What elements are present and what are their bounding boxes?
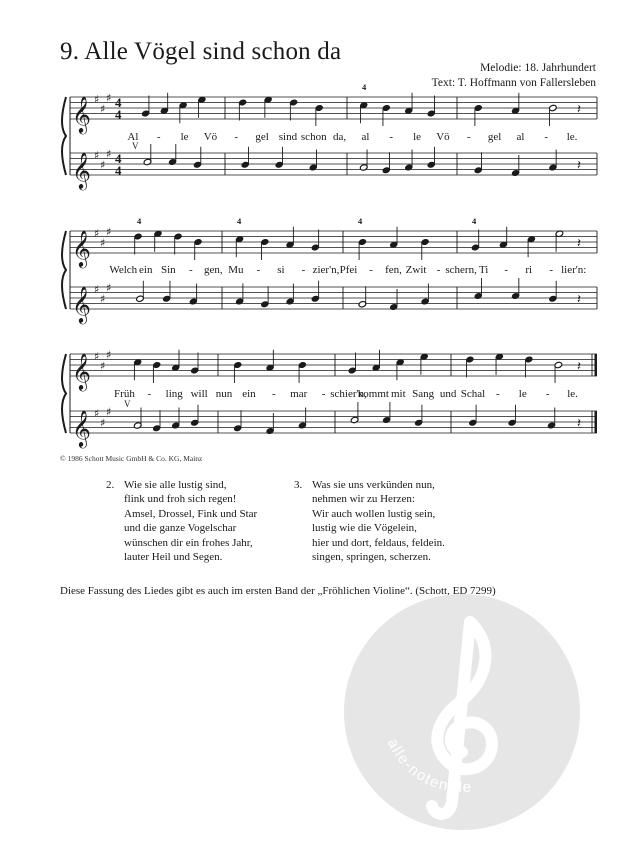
final-barline-thick <box>595 411 598 433</box>
lyric-syllable: - <box>147 388 152 400</box>
key-sharp-icon: ♯ <box>94 227 100 240</box>
verse-line: wünschen dir ein frohes Jahr, <box>124 536 253 549</box>
lyric-syllable: Mu <box>228 264 244 276</box>
lyric-syllable: will <box>190 388 208 400</box>
verse-line: Amsel, Drossel, Fink und Star <box>124 507 258 520</box>
quarter-rest-icon: 𝄽 <box>577 292 581 308</box>
lyric-syllable: al <box>361 131 370 143</box>
time-signature-bottom: 4 <box>115 163 122 178</box>
lyric-syllable: - <box>271 388 276 400</box>
lyric-syllable: Vö <box>436 131 450 143</box>
lyric-syllable: - <box>466 131 471 143</box>
lyric-syllable: - <box>504 264 509 276</box>
lyric-syllable: - <box>544 131 549 143</box>
melody-credit: Melodie: 18. Jahrhundert <box>480 62 596 74</box>
verse-line: Was sie uns verkünden nun, <box>312 479 435 491</box>
lyric-syllable: - <box>234 131 239 143</box>
lyric-syllable: - <box>301 264 306 276</box>
lyric-syllable: le. <box>566 131 578 143</box>
fingering-mark: 4 <box>358 216 363 226</box>
lyric-syllable: ein <box>242 388 256 400</box>
lyric-syllable: le. <box>567 388 578 400</box>
lyric-syllable: nun <box>215 388 233 400</box>
song-title: 9. Alle Vögel sind schon da <box>60 38 342 65</box>
lyric-syllable: - <box>369 264 373 276</box>
lyric-syllable: Ti <box>478 264 489 276</box>
verse-line: nehmen wir zu Herzen: <box>312 493 415 506</box>
lyric-syllable: al <box>516 131 525 143</box>
key-sharp-icon: ♯ <box>106 348 112 362</box>
lyric-syllable: - <box>188 264 193 276</box>
lyric-syllable: le <box>413 131 422 143</box>
lyric-syllable: - <box>436 264 441 276</box>
key-sharp-icon: ♯ <box>106 225 112 239</box>
final-barline-thick <box>595 354 598 376</box>
treble-clef-icon: 𝄞 <box>72 352 91 390</box>
quarter-rest-icon: 𝄽 <box>577 416 581 432</box>
verse-line: hier und dort, feldaus, feldein. <box>312 536 445 549</box>
key-sharp-icon: ♯ <box>100 102 106 116</box>
lyric-syllable: schier'n, <box>330 388 367 400</box>
lyric-syllable: ein <box>139 264 153 276</box>
lyric-syllable: le <box>180 131 189 143</box>
time-signature-top: 4 <box>115 151 122 166</box>
quarter-rest-icon: 𝄽 <box>577 158 581 174</box>
key-sharp-icon: ♯ <box>94 93 100 106</box>
key-sharp-icon: ♯ <box>106 405 112 419</box>
treble-clef-icon: 𝄞 <box>72 229 91 267</box>
lyric-syllable: gel <box>487 131 502 143</box>
key-sharp-icon: ♯ <box>100 359 106 373</box>
key-sharp-icon: ♯ <box>106 147 112 161</box>
verse-line: Wir auch wollen lustig sein, <box>312 507 436 520</box>
lyric-syllable: Sin <box>160 264 176 276</box>
quarter-rest-icon: 𝄽 <box>577 236 581 252</box>
lyric-syllable: Früh <box>114 388 135 400</box>
verse-line: flink und froh sich regen! <box>124 493 237 506</box>
key-sharp-icon: ♯ <box>94 350 100 363</box>
system-bracket <box>62 97 66 175</box>
text-credit: Text: T. Hoffmann von Fallersleben <box>431 77 596 89</box>
watermark-text: alle-noten.de <box>383 735 474 797</box>
lyric-syllable: fen, <box>385 264 402 276</box>
lyric-syllable: - <box>256 264 261 276</box>
lyric-syllable: gel <box>255 131 269 143</box>
treble-clef-icon: 𝄞 <box>72 285 91 323</box>
lyric-syllable: da, <box>333 131 347 143</box>
lyric-syllable: schon <box>300 131 327 143</box>
copyright-notice: © 1986 Schott Music GmbH & Co. KG, Mainz <box>60 454 203 463</box>
lyric-syllable: schern, <box>445 264 477 276</box>
lyric-syllable: Zwit <box>405 264 427 276</box>
verse-line: Wie sie alle lustig sind, <box>124 479 227 491</box>
quarter-rest-icon: 𝄽 <box>577 359 581 375</box>
treble-clef-icon: 𝄞 <box>72 409 91 447</box>
down-bow-mark: V <box>124 399 131 409</box>
edition-note: Diese Fassung des Liedes gibt es auch im ersten Band der „Fröhlichen Violine“. (Schott, ED 7299) <box>60 585 496 597</box>
lyric-syllable: Vö <box>203 131 218 143</box>
lyric-syllable: mit <box>390 388 406 400</box>
lyric-syllable: zier'n, <box>312 264 340 276</box>
key-sharp-icon: ♯ <box>94 283 100 296</box>
watermark-treble-clef-logo <box>342 592 582 832</box>
lyric-syllable: - <box>321 388 326 400</box>
lyric-syllable: Schal <box>460 388 486 400</box>
verse-number: 3. <box>294 479 303 491</box>
key-sharp-icon: ♯ <box>106 91 112 105</box>
fingering-mark: 4 <box>362 82 367 92</box>
lyric-syllable: - <box>389 131 394 143</box>
down-bow-mark: V <box>132 141 139 151</box>
lyric-syllable: Al <box>127 131 139 143</box>
lyric-syllable: ri <box>525 264 533 276</box>
key-sharp-icon: ♯ <box>94 407 100 420</box>
lyric-syllable: lier'n: <box>561 264 587 276</box>
lyric-syllable: Sang <box>412 388 435 400</box>
system-bracket <box>62 354 66 433</box>
lyric-syllable: Welch <box>109 264 138 276</box>
lyric-syllable: kommt <box>357 388 389 400</box>
fingering-mark: 4 <box>137 216 142 226</box>
treble-clef-icon: 𝄞 <box>72 95 91 133</box>
lyric-syllable: und <box>439 388 457 400</box>
lyric-syllable: - <box>156 131 161 143</box>
key-sharp-icon: ♯ <box>100 236 106 250</box>
fingering-mark: 4 <box>472 216 477 226</box>
quarter-rest-icon: 𝄽 <box>577 102 581 118</box>
key-sharp-icon: ♯ <box>106 281 112 295</box>
lyric-syllable: - <box>549 264 554 276</box>
lyric-syllable: - <box>496 388 500 400</box>
treble-clef-icon: 𝄞 <box>72 151 91 189</box>
lyric-syllable: sind <box>278 131 298 143</box>
verse-number: 2. <box>106 479 115 491</box>
time-signature-top: 4 <box>115 95 122 110</box>
verse-line: und die ganze Vogelschar <box>124 522 237 535</box>
lyric-syllable: gen, <box>204 264 223 276</box>
system-bracket <box>62 231 66 309</box>
fingering-mark: 4 <box>237 216 242 226</box>
key-sharp-icon: ♯ <box>94 149 100 162</box>
verse-line: lauter Heil und Segen. <box>124 550 223 563</box>
lyric-syllable: - <box>545 388 550 400</box>
key-sharp-icon: ♯ <box>100 292 106 306</box>
verse-line: singen, springen, scherzen. <box>312 550 431 563</box>
lyric-syllable: ling <box>165 388 183 400</box>
time-signature-bottom: 4 <box>115 107 122 122</box>
music-notation <box>62 82 597 448</box>
verse-line: lustig wie die Vögelein, <box>312 522 417 535</box>
key-sharp-icon: ♯ <box>100 158 106 172</box>
lyric-syllable: Pfei <box>339 264 358 276</box>
key-sharp-icon: ♯ <box>100 416 106 430</box>
lyric-syllable: mar <box>290 388 308 400</box>
lyric-syllable: le <box>518 388 527 400</box>
lyric-syllable: si <box>277 264 285 276</box>
